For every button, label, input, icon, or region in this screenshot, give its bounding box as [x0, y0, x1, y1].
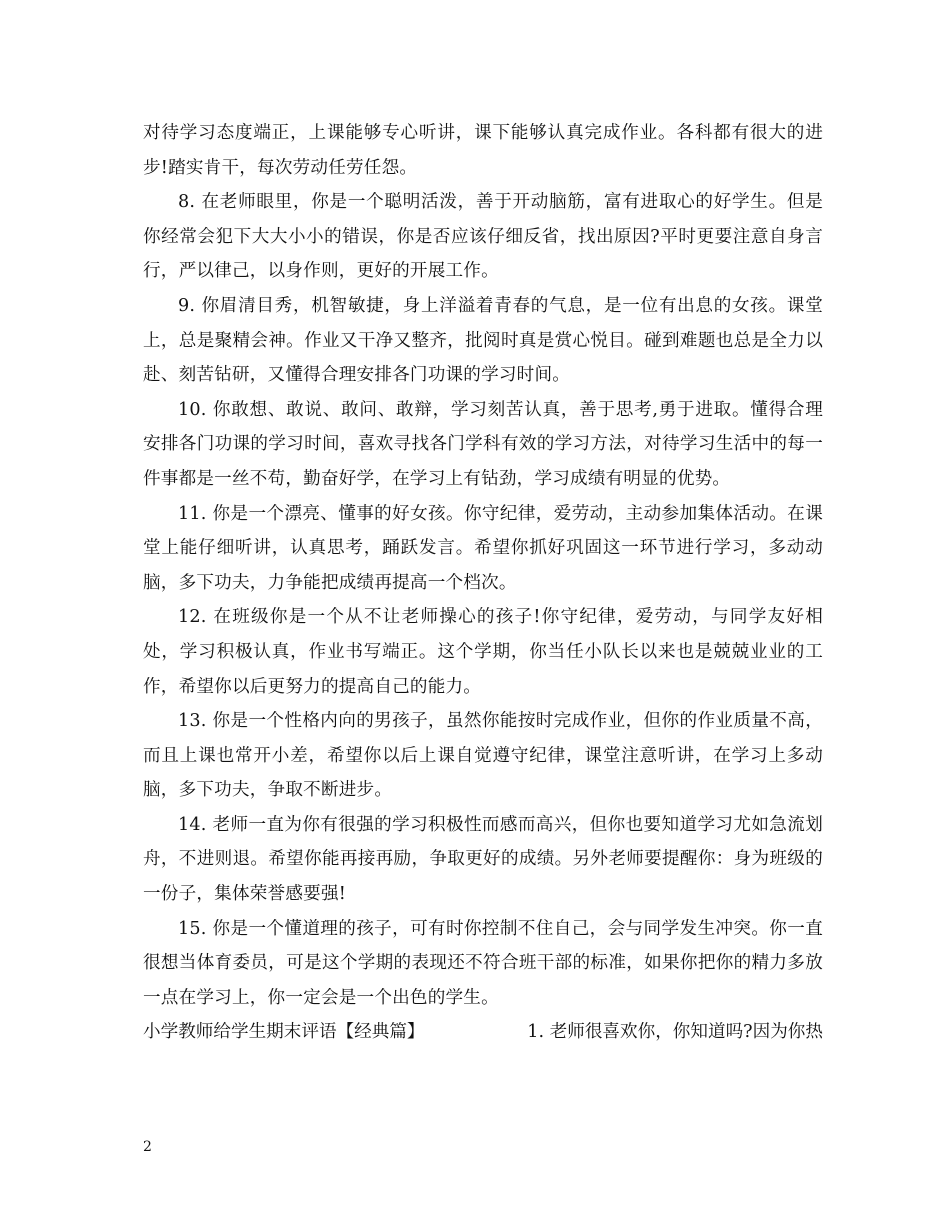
section-first-comment: 1. 老师很喜欢你，你知道吗?因为你热: [527, 1022, 823, 1043]
section-start-line: [143, 1015, 823, 1050]
comment-paragraph-9: 9. 你眉清目秀，机智敏捷，身上洋溢着青春的气息，是一位有出息的女孩。课堂上，总是聚精会神。作业又干净又整齐，批阅时真是赏心悦目。碰到难题也总是全力以赴、刻苦钻研，又懂得合理安排各门功课的学习时间。: [143, 295, 823, 386]
document-body: [143, 116, 823, 1050]
section-heading: 小学教师给学生期末评语【经典篇】: [143, 1022, 425, 1043]
comment-paragraph-13: 13. 你是一个性格内向的男孩子，虽然你能按时完成作业，但你的作业质量不高，而且上课也常开小差，希望你以后上课自觉遵守纪律，课堂注意听讲，在学习上多动脑，多下功夫，争取不断进步。: [143, 711, 823, 801]
continuation-paragraph: 对待学习态度端正，上课能够专心听讲，课下能够认真完成作业。各科都有很大的进步!踏实肯干，每次劳动任劳任怨。: [143, 123, 823, 178]
page-number: 2: [143, 1139, 152, 1155]
comment-paragraph-15: 15. 你是一个懂道理的孩子，可有时你控制不住自己，会与同学发生冲突。你一直很想当体育委员，可是这个学期的表现还不符合班干部的标准，如果你把你的精力多放一点在学习上，你一定会是一个出色的学生。: [143, 918, 823, 1008]
comment-paragraph-11: 11. 你是一个漂亮、懂事的好女孩。你守纪律，爱劳动，主动参加集体活动。在课堂上能仔细听讲，认真思考，踊跃发言。希望你抓好巩固这一环节进行学习，多动动脑，多下功夫，力争能把成绩再提高一个档次。: [143, 503, 823, 593]
comment-paragraph-10: 10. 你敢想、敢说、敢问、敢辩，学习刻苦认真，善于思考,勇于进取。懂得合理安排各门功课的学习时间，喜欢寻找各门学科有效的学习方法，对待学习生活中的每一件事都是一丝不苟，勤奋好学，在学习上有钻劲，学习成绩有明显的优势。: [143, 399, 823, 489]
comment-paragraph-8: 8. 在老师眼里，你是一个聪明活泼，善于开动脑筋，富有进取心的好学生。但是你经常会犯下大大小小的错误，你是否应该仔细反省，找出原因?平时更要注意自身言行，严以律己，以身作则，更好的开展工作。: [143, 192, 823, 282]
comment-paragraph-12: 12. 在班级你是一个从不让老师操心的孩子!你守纪律，爱劳动，与同学友好相处，学习积极认真，作业书写端正。这个学期，你当任小队长以来也是兢兢业业的工作，希望你以后更努力的提高自己的能力。: [143, 607, 823, 697]
comment-paragraph-14: 14. 老师一直为你有很强的学习积极性而感而高兴，但你也要知道学习尤如急流划舟，不进则退。希望你能再接再励，争取更好的成绩。另外老师要提醒你：身为班级的一份子，集体荣誉感要强!: [143, 814, 823, 905]
